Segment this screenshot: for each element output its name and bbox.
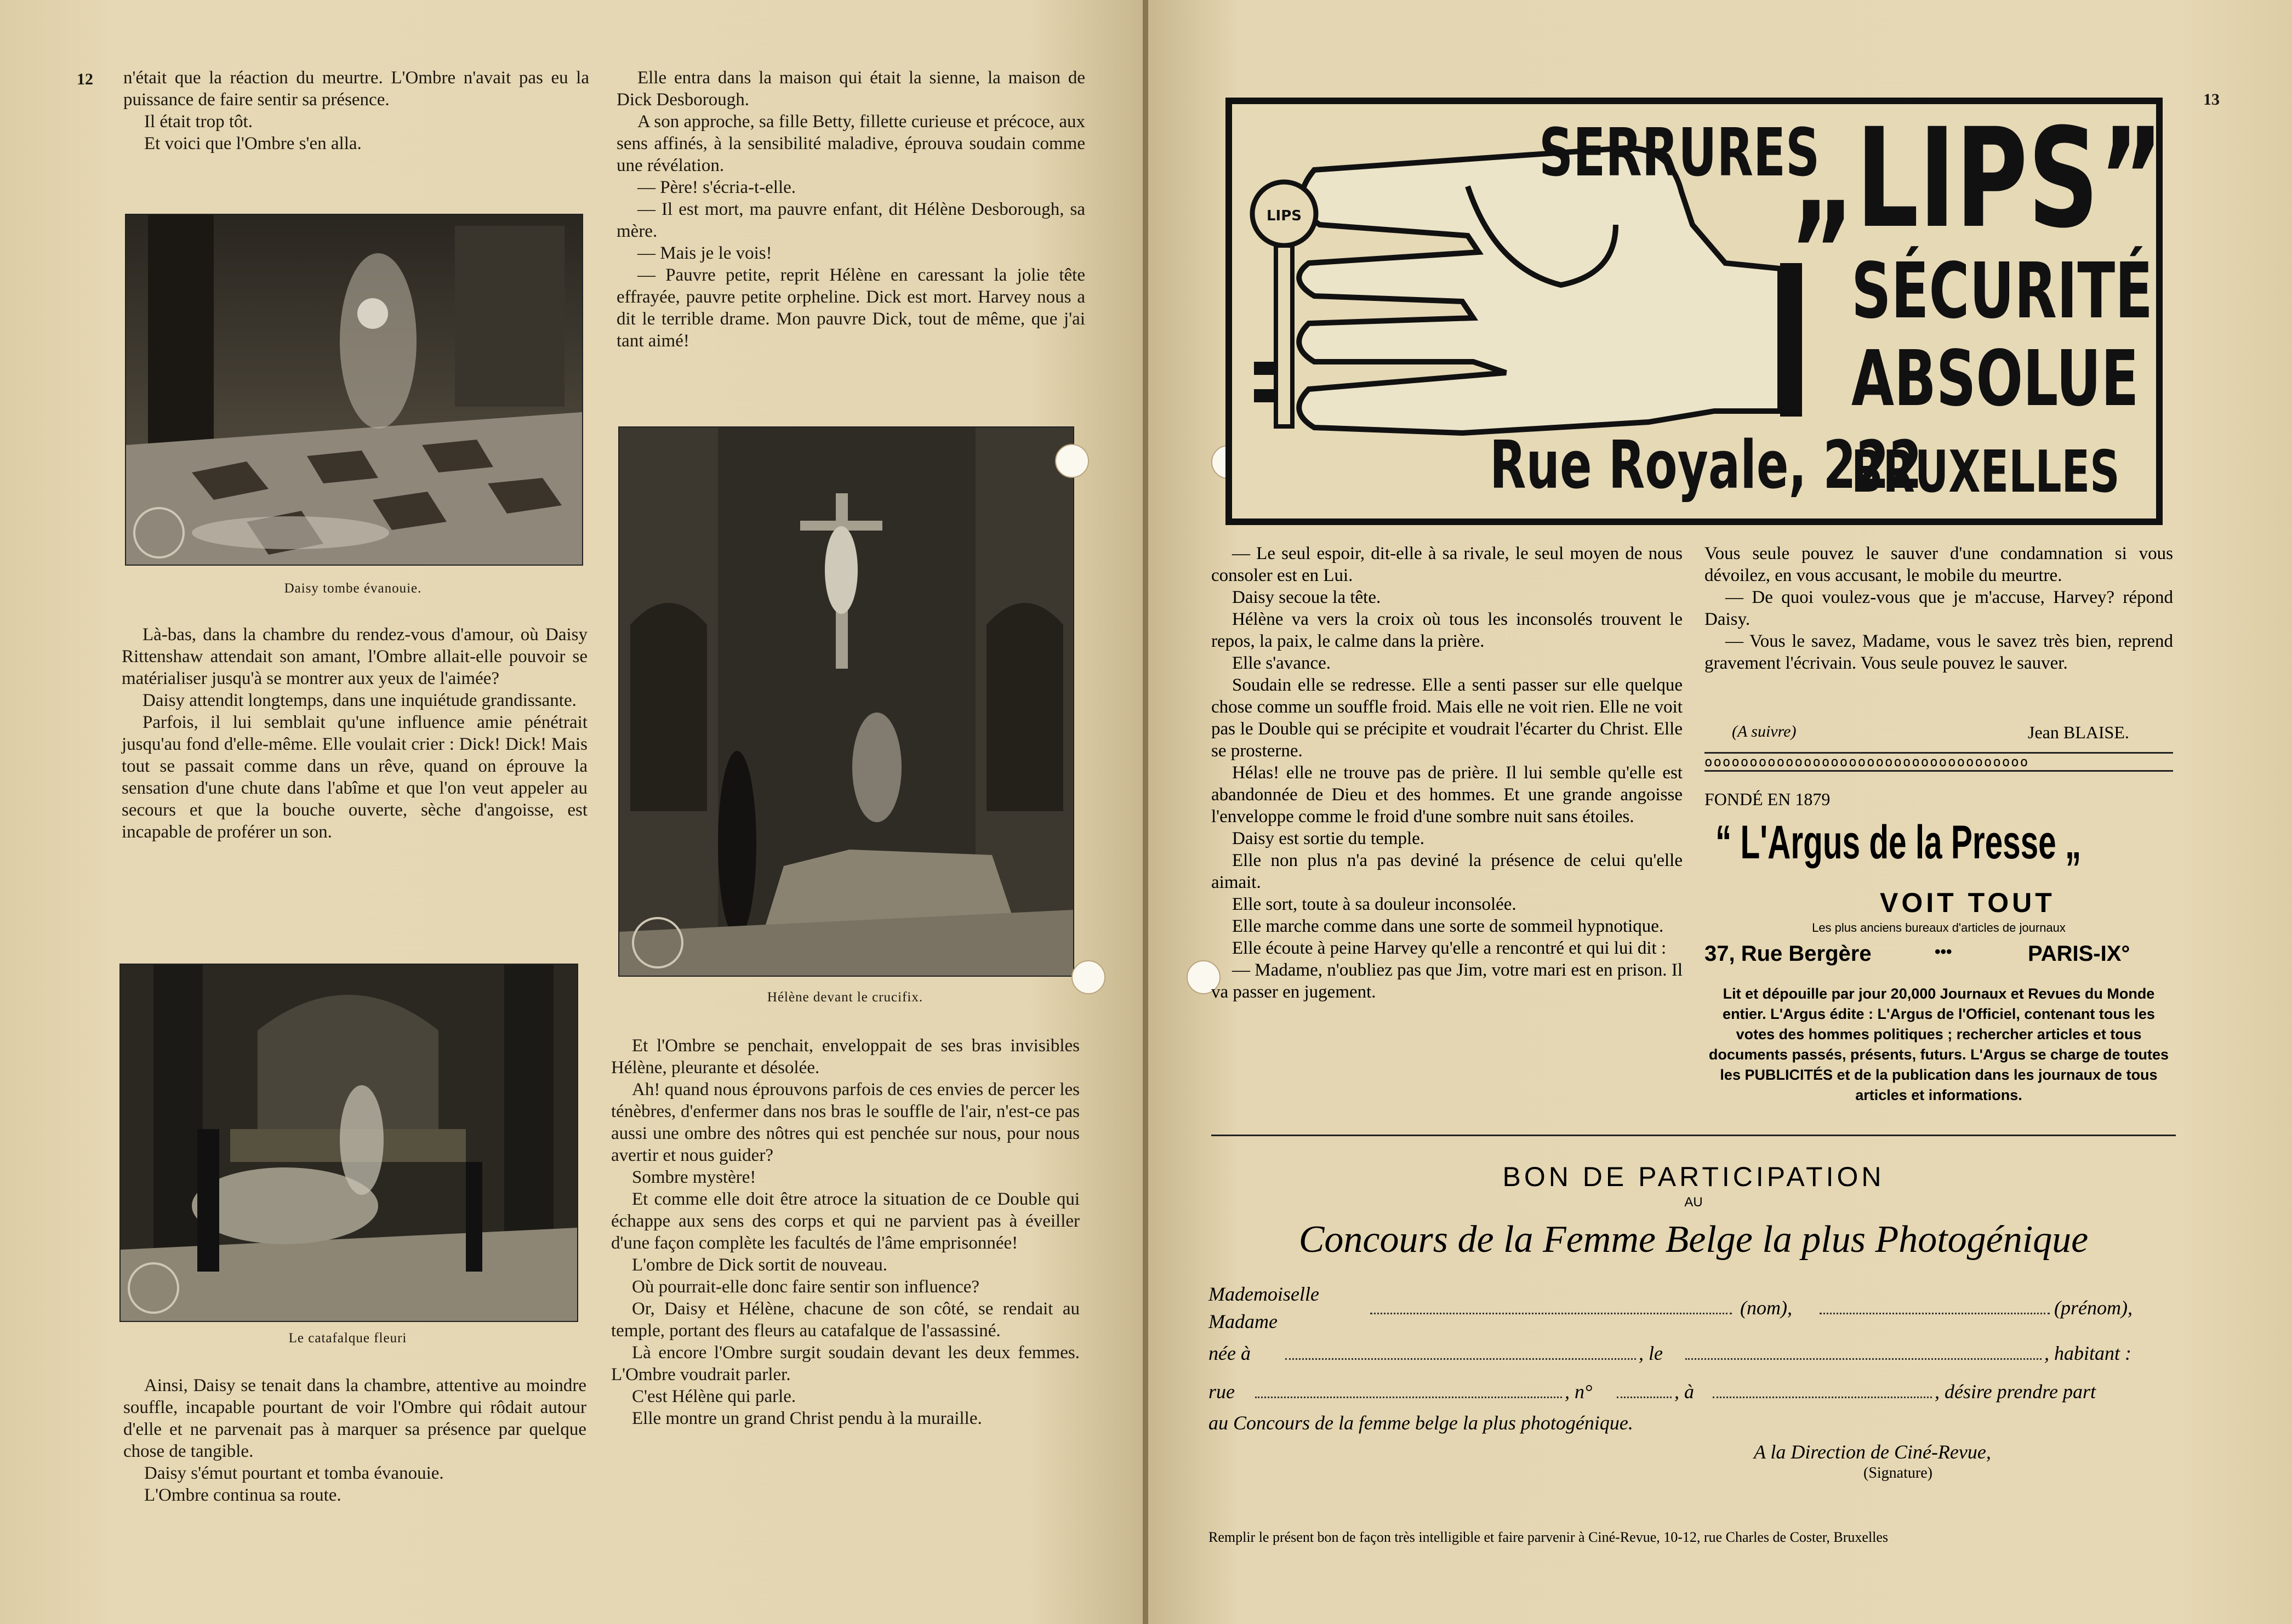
paragraph: L'Ombre continua sa route. xyxy=(144,1485,341,1505)
birthdate-field[interactable] xyxy=(1685,1347,2042,1360)
paragraph: Daisy secoue la tête. xyxy=(1232,588,1381,607)
ad-serrures: SERRURES xyxy=(1539,115,1820,191)
street-field[interactable] xyxy=(1255,1386,1562,1398)
argus-separator: ••• xyxy=(1935,943,1952,961)
gutter xyxy=(1143,0,1148,1624)
left-col1-mid xyxy=(122,624,588,843)
label-le: , le xyxy=(1639,1342,1663,1364)
paragraph: Elle sort, toute à sa douleur inconsolée. xyxy=(1232,894,1516,914)
paragraph: — Vous le savez, Madame, vous le savez très bien, reprend gravement l'écrivain. Vous seule pouvez le sauver. xyxy=(1704,631,2173,673)
lips-advertisement xyxy=(1225,98,2163,525)
bon-title: BON DE PARTICIPATION xyxy=(1502,1161,1885,1192)
bon-concours-line: au Concours de la femme belge la plus photogénique. xyxy=(1208,1412,1633,1434)
paragraph: Daisy s'émut pourtant et tomba évanouie. xyxy=(144,1463,444,1483)
bon-au: AU xyxy=(1684,1195,1703,1210)
paragraph: — Pauvre petite, reprit Hélène en caressant la jolie tête effrayée, pauvre petite orpheline. Dick est mort. Harvey nous a dit le terrible drame. Mon pauvre Dick, tout de même, que j'ai tant aimé! xyxy=(617,265,1085,351)
argus-title: “ L'Argus de la Presse „ xyxy=(1715,816,2082,869)
ad-brand: „LIPS” xyxy=(1791,99,2164,258)
paragraph: — Le seul espoir, dit-elle à sa rivale, le seul moyen de nous consoler est en Lui. xyxy=(1211,544,1683,585)
paragraph: L'ombre de Dick sortit de nouveau. xyxy=(632,1255,887,1275)
label-nom: (nom), xyxy=(1740,1297,1792,1319)
photo-caption: Le catafalque fleuri xyxy=(288,1331,407,1346)
ad-city: BRUXELLES xyxy=(1851,438,2120,505)
photo-catafalque-image xyxy=(121,965,577,1321)
right-col1 xyxy=(1211,543,1683,1003)
paragraph: — Madame, n'oubliez pas que Jim, votre mari est en prison. Il va passer en jugement. xyxy=(1211,960,1683,1002)
punch-hole xyxy=(1071,960,1105,994)
photo-helene-crucifix-image xyxy=(619,428,1073,976)
label-prenom: (prénom), xyxy=(2054,1297,2133,1319)
paragraph: Elle entra dans la maison qui était la sienne, la maison de Dick Desborough. xyxy=(617,68,1085,110)
paragraph: C'est Hélène qui parle. xyxy=(632,1387,796,1406)
punch-hole xyxy=(1055,444,1089,478)
argus-founded: FONDÉ EN 1879 xyxy=(1704,789,1831,809)
paragraph: Hélène va vers la croix où tous les inconsolés trouvent le repos, la paix, le calme dans la prière. xyxy=(1211,609,1683,651)
left-page xyxy=(0,0,1143,1624)
argus-subtitle: Les plus anciens bureaux d'articles de journaux xyxy=(1812,921,2066,934)
label-nee: née à xyxy=(1208,1342,1251,1364)
author-signature: Jean BLAISE. xyxy=(2028,722,2129,742)
svg-text:LIPS: LIPS xyxy=(1266,208,1302,224)
ad-absolue: ABSOLUE xyxy=(1851,334,2139,424)
label-habitant: , habitant : xyxy=(2044,1342,2131,1364)
argus-address: 37, Rue Bergère xyxy=(1704,942,1872,966)
paragraph: Là-bas, dans la chambre du rendez-vous d'amour, où Daisy Rittenshaw attendait son amant, l'Ombre allait-elle pouvoir se matérialiser jusqu'à se montrer aux yeux de l'aimée? xyxy=(122,625,588,688)
paragraph: Elle non plus n'a pas deviné la présence de celui qu'elle aimait. xyxy=(1211,851,1683,892)
paragraph: Daisy est sortie du temple. xyxy=(1232,829,1425,848)
ad-address: Rue Royale, 222 xyxy=(1490,428,1922,504)
label-madame: Madame xyxy=(1208,1310,1278,1332)
number-field[interactable] xyxy=(1617,1386,1672,1398)
paragraph: Sombre mystère! xyxy=(632,1167,756,1187)
photo-helene-crucifix xyxy=(618,426,1074,977)
photo-caption: Hélène devant le crucifix. xyxy=(767,990,923,1005)
prenom-field[interactable] xyxy=(1820,1302,2050,1314)
paragraph: Et voici que l'Ombre s'en alla. xyxy=(144,134,362,153)
paragraph: Elle montre un grand Christ pendu à la muraille. xyxy=(632,1409,982,1428)
left-col2-top xyxy=(617,67,1085,352)
paragraph: Elle marche comme dans une sorte de sommeil hypnotique. xyxy=(1232,916,1664,936)
paragraph: — De quoi voulez-vous que je m'accuse, Harvey? répond Daisy. xyxy=(1704,588,2173,629)
paragraph: Daisy attendit longtemps, dans une inquiétude grandissante. xyxy=(142,691,577,710)
paragraph: Hélas! elle ne trouve pas de prière. Il lui semble qu'elle est abandonnée de Dieu et des hommes. Et une grande angoisse l'enveloppe comme le froid d'une sombre nuit sans étoiles. xyxy=(1211,763,1683,827)
label-desire: , désire prendre part xyxy=(1935,1381,2096,1403)
paragraph: — Il est mort, ma pauvre enfant, dit Hélène Desborough, sa mère. xyxy=(617,200,1085,241)
signature-label: (Signature) xyxy=(1863,1465,1932,1481)
bon-concours: Concours de la Femme Belge la plus Photogénique xyxy=(1298,1218,2089,1261)
paragraph: Elle s'avance. xyxy=(1232,653,1331,673)
paragraph: Soudain elle se redresse. Elle a senti passer sur elle quelque chose comme un souffle froid. Mais elle ne voit rien. Elle ne voit pas le Double qui se précipite et voudrait l'écarter du Christ. Elle se prosterne. xyxy=(1211,675,1683,761)
city-field[interactable] xyxy=(1713,1386,1932,1398)
argus-tagline: VOIT TOUT xyxy=(1880,887,2055,918)
paragraph: Or, Daisy et Hélène, chacune de son côté, se rendait au temple, portant des fleurs au catafalque de l'assassiné. xyxy=(611,1299,1080,1341)
paragraph: Là encore l'Ombre surgit soudain devant les deux femmes. L'Ombre voudrait parler. xyxy=(611,1343,1080,1384)
paragraph: — Père! s'écria-t-elle. xyxy=(637,178,796,197)
paragraph: Ainsi, Daisy se tenait dans la chambre, attentive au moindre souffle, incapable pourtant de voir l'Ombre qui rôdait autour d'elle et ne parvenait pas à marquer sa présence par quelque chose de tangible. xyxy=(123,1376,586,1461)
bon-divider xyxy=(1211,1135,2176,1136)
bon-footer: Remplir le présent bon de façon très intelligible et faire parvenir à Ciné-Revue, 10-12, rue Charles de Coster, Bruxelles xyxy=(1208,1529,1889,1545)
paragraph: Et l'Ombre se penchait, enveloppait de ses bras invisibles Hélène, pleurante et désolée. xyxy=(611,1036,1080,1078)
paragraph: Ah! quand nous éprouvons parfois de ces envies de percer les ténèbres, d'enfermer dans nos bras le souffle de l'air, n'est-ce pas aussi une ombre des nôtres qui est penchée sur nous, pour nous avertir et nous guider? xyxy=(611,1080,1080,1165)
photo-daisy-faints-image xyxy=(126,215,582,565)
label-mademoiselle: Mademoiselle xyxy=(1208,1283,1319,1305)
photo-daisy-faints xyxy=(125,214,583,566)
paragraph: Il était trop tôt. xyxy=(144,112,253,132)
paragraph: n'était que la réaction du meurtre. L'Ombre n'avait pas eu la puissance de faire sentir sa présence. xyxy=(123,68,589,110)
left-col1-bottom xyxy=(123,1375,586,1506)
left-col2-bottom xyxy=(611,1035,1080,1429)
argus-city: PARIS-IX° xyxy=(2028,942,2130,966)
birthplace-field[interactable] xyxy=(1285,1347,1636,1360)
page-number-left: 12 xyxy=(77,70,93,88)
right-col2 xyxy=(1704,543,2173,674)
photo-caption: Daisy tombe évanouie. xyxy=(284,581,422,596)
page-number-right: 13 xyxy=(2203,90,2220,109)
a-suivre: (A suivre) xyxy=(1732,722,1797,740)
paragraph: Et comme elle doit être atroce la situation de ce Double qui échappe aux sens des corps et qui ne parvient pas à éveiller d'une façon complète les facultés de l'âme emprisonnée! xyxy=(611,1189,1080,1253)
photo-catafalque xyxy=(119,964,578,1322)
label-rue: rue xyxy=(1208,1381,1235,1403)
ad-securite: SÉCURITÉ xyxy=(1851,247,2153,336)
paragraph: Parfois, il lui semblait qu'une influence amie pénétrait jusqu'au fond d'elle-même. Elle voulait crier : Dick! Dick! Mais tout se passait comme dans un rêve, quand on éprouve la sensation d'une chute dans l'abîme et que l'on veut appeler au secours et que la bouche ouverte, sèche d'angoisse, est incapable de proférer un son. xyxy=(122,713,588,842)
nom-field[interactable] xyxy=(1370,1302,1732,1314)
label-a: , à xyxy=(1674,1381,1694,1403)
paragraph: — Mais je le vois! xyxy=(637,243,772,263)
argus-divider: oooooooooooooooooooooooooooooooooooo xyxy=(1704,752,2173,772)
argus-body: Lit et dépouille par jour 20,000 Journaux et Revues du Monde entier. L'Argus édite : L'Argus de l'Officiel, contenant tous les votes des hommes politiques ; rechercher articles et tous documents passés, présents, futurs. L'Argus se charge de toutes les PUBLICITÉS et de la publication dans les journaux de tous articles et informations. xyxy=(1708,985,2169,1103)
label-no: , n° xyxy=(1565,1381,1593,1403)
paragraph: Vous seule pouvez le sauver d'une condamnation si vous dévoilez, en vous accusant, le mobile du meurtre. xyxy=(1704,544,2173,585)
left-col1-top xyxy=(123,67,589,155)
paragraph: Où pourrait-elle donc faire sentir son influence? xyxy=(632,1277,980,1297)
paragraph: A son approche, sa fille Betty, fillette curieuse et précoce, aux sens affinés, à la sensibilité maladive, éprouva soudain comme une révélation. xyxy=(617,112,1085,175)
bon-direction: A la Direction de Ciné-Revue, xyxy=(1754,1441,1991,1463)
paragraph: Elle écoute à peine Harvey qu'elle a rencontré et qui lui dit : xyxy=(1232,938,1667,958)
